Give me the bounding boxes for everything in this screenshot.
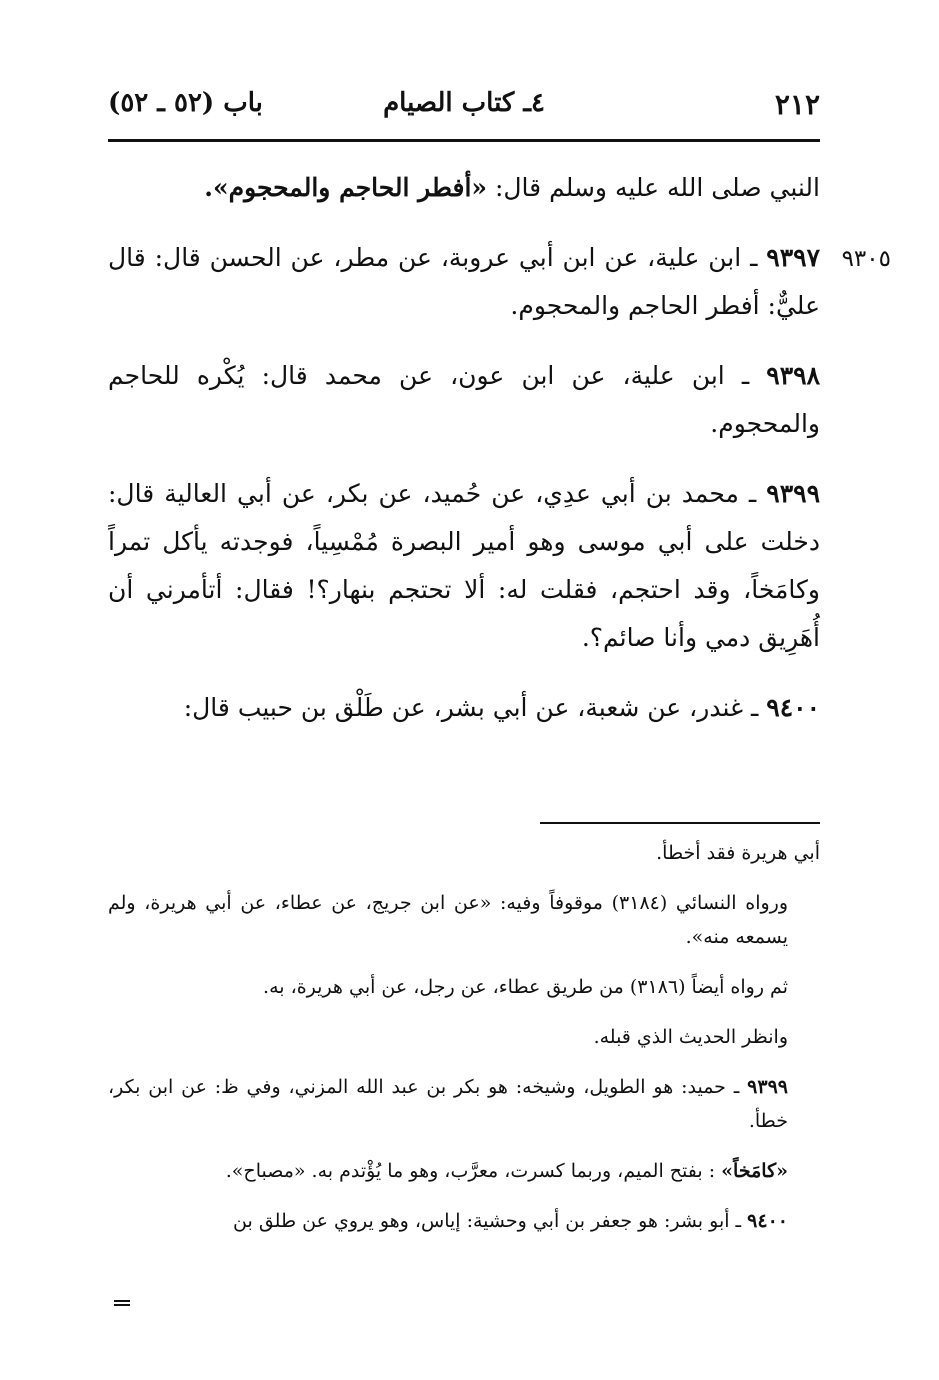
footnote-9400 xyxy=(108,1204,820,1238)
page-number: ٢١٢ xyxy=(774,88,820,121)
footnote-line: ثم رواه أيضاً (٣١٨٦) من طريق عطاء، عن رجل، عن أبي هريرة، به. xyxy=(263,976,788,998)
footnote-9399 xyxy=(108,1070,820,1138)
footnote-line: أبي هريرة فقد أخطأ. xyxy=(656,842,820,864)
continuation-mark xyxy=(114,1300,130,1306)
footnote-line: وانظر الحديث الذي قبله. xyxy=(593,1026,788,1048)
paragraph-text: النبي صلى الله عليه وسلم قال: xyxy=(487,173,820,202)
footnote-number: ٩٣٩٩ xyxy=(747,1076,788,1098)
hadith-quote: «أفطر الحاجم والمحجوم». xyxy=(204,173,488,202)
header-rule xyxy=(108,139,820,142)
footnote-text: ـ أبو بشر: هو جعفر بن أبي وحشية: إياس، وهو يروي عن طلق بن xyxy=(233,1210,748,1232)
footnote-line: ورواه النسائي (٣١٨٤) موقوفاً وفيه: «عن ابن جريج، عن عطاء، عن أبي هريرة، ولم يسمعه منه». xyxy=(108,892,788,948)
hadith-number: ٩٣٩٩ xyxy=(766,479,820,508)
running-header xyxy=(108,82,820,130)
footnote-text: ـ حميد: هو الطويل، وشيخه: هو بكر بن عبد الله المزني، وفي ظ: عن ابن بكر، خطأ. xyxy=(108,1076,788,1132)
hadith-9397 xyxy=(108,234,820,330)
paragraph-text: ـ غندر، عن شعبة، عن أبي بشر، عن طَلْق بن حبيب قال: xyxy=(183,693,767,722)
hadith-9399 xyxy=(108,470,820,662)
margin-number: ٩٣٠٥ xyxy=(841,246,891,272)
paragraph-text: ـ ابن علية، عن ابن أبي عروبة، عن مطر، عن الحسن قال: قال عليٌّ: أفطر الحاجم والمحجوم. xyxy=(108,243,820,320)
paragraph-text: ـ محمد بن أبي عدِي، عن حُميد، عن بكر، عن أبي العالية قال: دخلت على أبي موسى وهو أمير البصرة مُمْسِياً، فوجدته يأكل تمراً وكامَخاً، وقد احتجم، فقلت له: ألا تحتجم بنهار؟! فقال: أتأمرني أن أُهَرِيق دمي وأنا صائم؟. xyxy=(108,479,820,652)
paragraph-text: ـ ابن علية، عن ابن عون، عن محمد قال: يُكْره للحاجم والمحجوم. xyxy=(108,361,820,438)
paragraph-continuation xyxy=(108,164,820,212)
footnote-term: «كامَخاً» xyxy=(721,1160,788,1182)
footnotes xyxy=(108,836,820,1254)
footnote-number: ٩٤٠٠ xyxy=(747,1210,788,1232)
footnote-kamikh xyxy=(108,1154,820,1188)
chapter-label: باب (٥٢ ـ ٥٢) xyxy=(108,88,263,118)
hadith-9398 xyxy=(108,352,820,448)
hadith-number: ٩٤٠٠ xyxy=(766,693,820,722)
hadith-number: ٩٣٩٧ xyxy=(766,243,820,272)
footnote-text: : بفتح الميم، وربما كسرت، معرَّب، وهو ما يُؤْتدم به. «مصباح». xyxy=(225,1160,722,1182)
hadith-9400 xyxy=(108,684,820,732)
book-title: ٤ـ كتاب الصيام xyxy=(383,88,545,118)
main-text xyxy=(108,164,820,754)
footnote-rule xyxy=(540,822,820,824)
hadith-number: ٩٣٩٨ xyxy=(766,361,820,390)
